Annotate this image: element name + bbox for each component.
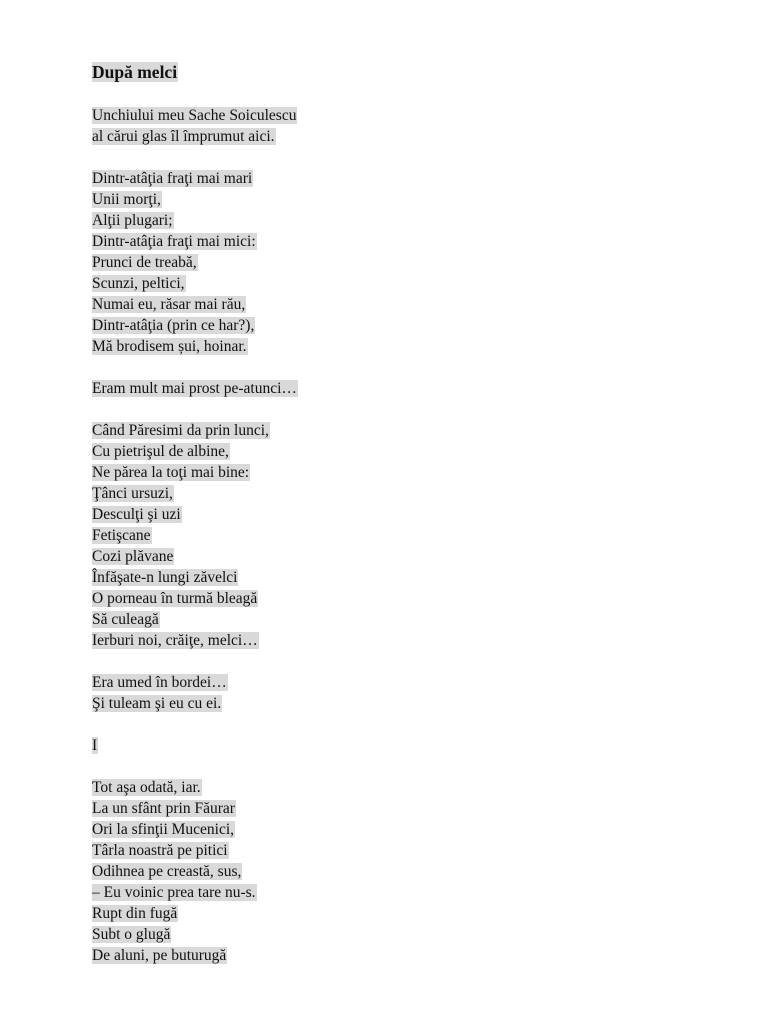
- poem-line: [92, 168, 732, 189]
- poem-line-text: Desculţi şi uzi: [92, 506, 181, 523]
- poem-line: [92, 798, 732, 819]
- poem-line-text: Unchiului meu Sache Soiculescu: [92, 107, 297, 124]
- poem-line: [92, 777, 732, 798]
- poem-line-text: Cu pietrişul de albine,: [92, 443, 229, 460]
- stanza: [92, 672, 732, 714]
- poem-line: [92, 861, 732, 882]
- poem-line-text: Scunzi, peltici,: [92, 275, 185, 292]
- poem-line-text: Dintr-atâţia fraţi mai mari: [92, 170, 253, 187]
- poem-line: [92, 378, 732, 399]
- poem-line: [92, 126, 732, 147]
- poem-line-text: Ne părea la toţi mai bine:: [92, 464, 250, 481]
- blank-line: [92, 714, 732, 735]
- poem-line-text: Ţânci ursuzi,: [92, 485, 173, 502]
- stanza: [92, 105, 732, 147]
- poem-line: [92, 252, 732, 273]
- poem-line: [92, 273, 732, 294]
- poem-line: [92, 504, 732, 525]
- poem-line-text: Dintr-atâţia fraţi mai mici:: [92, 233, 256, 250]
- poem-line-text: Înfăşate-n lungi zăvelci: [92, 569, 238, 586]
- poem-line-text: Eram mult mai prost pe-atunci…: [92, 380, 297, 397]
- document-page: [92, 60, 732, 966]
- poem-line: [92, 462, 732, 483]
- poem-line: [92, 924, 732, 945]
- poem-line-text: Odihnea pe creastă, sus,: [92, 863, 242, 880]
- poem-line: [92, 588, 732, 609]
- poem-line: [92, 693, 732, 714]
- poem-line-text: Numai eu, răsar mai rău,: [92, 296, 246, 313]
- stanza: [92, 378, 732, 399]
- poem-line-text: Prunci de treabă,: [92, 254, 197, 271]
- poem-line-text: Târla noastră pe pitici: [92, 842, 228, 859]
- poem-line: [92, 441, 732, 462]
- poem-body: [92, 105, 732, 966]
- poem-line-text: Era umed în bordei…: [92, 674, 227, 691]
- poem-line-text: De aluni, pe buturugă: [92, 947, 227, 964]
- poem-line: [92, 420, 732, 441]
- poem-line: [92, 735, 732, 756]
- poem-line-text: Să culeagă: [92, 611, 159, 628]
- poem-line-text: O porneau în turmă bleagă: [92, 590, 258, 607]
- poem-line: [92, 546, 732, 567]
- poem-line: [92, 210, 732, 231]
- stanza: [92, 735, 732, 756]
- poem-line: [92, 336, 732, 357]
- poem-line: [92, 294, 732, 315]
- poem-line-text: Cozi plăvane: [92, 548, 174, 565]
- poem-title: [92, 60, 732, 84]
- poem-line: [92, 630, 732, 651]
- blank-line: [92, 756, 732, 777]
- poem-line-text: I: [92, 737, 98, 754]
- poem-line-text: al cărui glas îl împrumut aici.: [92, 128, 275, 145]
- blank-line: [92, 84, 732, 105]
- blank-line: [92, 147, 732, 168]
- poem-line-text: La un sfânt prin Făurar: [92, 800, 235, 817]
- stanza: [92, 777, 732, 966]
- poem-line-text: Alţii plugari;: [92, 212, 173, 229]
- poem-line-text: Fetişcane: [92, 527, 151, 544]
- poem-title-text: După melci: [92, 62, 178, 82]
- poem-line-text: Şi tuleam şi eu cu ei.: [92, 695, 222, 712]
- poem-line: [92, 525, 732, 546]
- poem-line: [92, 609, 732, 630]
- poem-line-text: – Eu voinic prea tare nu-s.: [92, 884, 256, 901]
- poem-line: [92, 882, 732, 903]
- poem-line-text: Subt o glugă: [92, 926, 171, 943]
- poem-line: [92, 105, 732, 126]
- poem-line-text: Ierburi noi, crăiţe, melci…: [92, 632, 258, 649]
- poem-line-text: Tot aşa odată, iar.: [92, 779, 201, 796]
- poem-line: [92, 840, 732, 861]
- poem-line-text: Rupt din fugă: [92, 905, 178, 922]
- blank-line: [92, 357, 732, 378]
- poem-line-text: Mă brodisem șui, hoinar.: [92, 338, 247, 355]
- poem-line: [92, 672, 732, 693]
- stanza: [92, 168, 732, 357]
- poem-line: [92, 567, 732, 588]
- blank-line: [92, 651, 732, 672]
- stanza: [92, 420, 732, 651]
- poem-line: [92, 945, 732, 966]
- poem-line: [92, 903, 732, 924]
- blank-line: [92, 399, 732, 420]
- poem-line-text: Unii morţi,: [92, 191, 161, 208]
- poem-line-text: Ori la sfinţii Mucenici,: [92, 821, 235, 838]
- poem-line: [92, 189, 732, 210]
- poem-line: [92, 315, 732, 336]
- poem-line: [92, 483, 732, 504]
- poem-line: [92, 819, 732, 840]
- poem-line-text: Dintr-atâţia (prin ce har?),: [92, 317, 255, 334]
- poem-line-text: Când Păresimi da prin lunci,: [92, 422, 269, 439]
- poem-line: [92, 231, 732, 252]
